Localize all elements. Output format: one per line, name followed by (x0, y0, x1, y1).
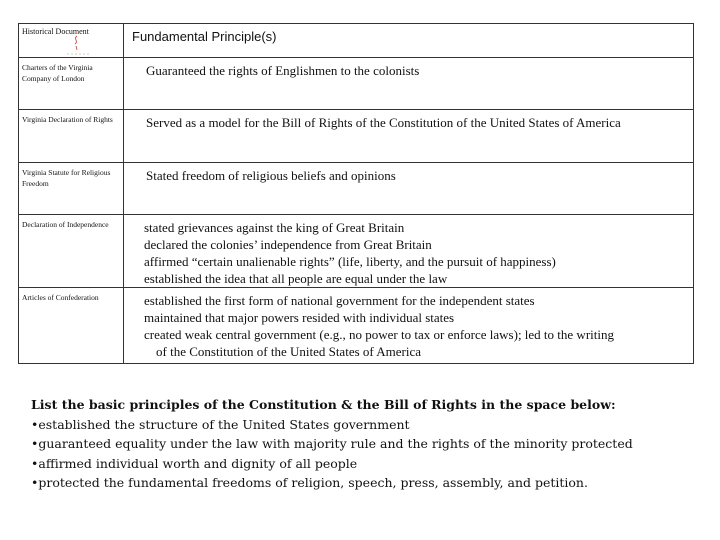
principle-text: established the idea that all people are equal under the law (144, 271, 448, 286)
principle-text: established the first form of national government for the independent states (144, 293, 535, 308)
summary-bullet: •protected the fundamental freedoms of religion, speech, press, assembly, and petition. (31, 475, 588, 490)
principle-text: maintained that major powers resided with individual states (144, 310, 455, 325)
header-principle-label: Fundamental Principle(s) (132, 29, 277, 44)
handwritten-mark-icon (65, 35, 95, 57)
table-row (19, 110, 694, 163)
table-row (19, 215, 694, 288)
principle-text: Guaranteed the rights of Englishmen to the colonists (146, 63, 420, 78)
document-name: Virginia Declaration of Rights (22, 115, 113, 124)
table-header-row (19, 24, 694, 58)
summary-bullet: •affirmed individual worth and dignity of all people (31, 455, 358, 471)
principle-text: Served as a model for the Bill of Rights of the Constitution of the United States of America (146, 115, 621, 130)
table-row (19, 58, 694, 110)
table-row (19, 288, 694, 364)
document-name: Declaration of Independence (22, 220, 109, 229)
document-name: Articles of Confederation (22, 293, 99, 302)
principle-text: of the Constitution of the United States of America (156, 344, 422, 359)
document-name: Virginia Statute for Religious Freedom (22, 168, 111, 188)
header-document-label: Historical Document (22, 27, 89, 36)
principle-text: declared the colonies’ independence from Great Britain (144, 237, 432, 252)
header-cell-document (19, 24, 124, 58)
header-cell-principle (124, 24, 694, 58)
document-name: Charters of the Virginia Company of London (22, 63, 93, 83)
principle-text: Stated freedom of religious beliefs and opinions (146, 168, 396, 183)
table-row (19, 163, 694, 215)
summary-bullet: •established the structure of the United States government (31, 416, 410, 432)
principle-text: created weak central government (e.g., no power to tax or enforce laws); led to the writing (144, 327, 614, 342)
summary-section (31, 395, 701, 493)
summary-heading: List the basic principles of the Constitution & the Bill of Rights in the space below: (31, 397, 616, 412)
principle-text: stated grievances against the king of Great Britain (144, 220, 405, 235)
summary-bullet: •guaranteed equality under the law with majority rule and the rights of the minority protected (31, 436, 633, 451)
principles-table (18, 23, 694, 364)
principle-text: affirmed “certain unalienable rights” (life, liberty, and the pursuit of happiness) (144, 254, 556, 269)
